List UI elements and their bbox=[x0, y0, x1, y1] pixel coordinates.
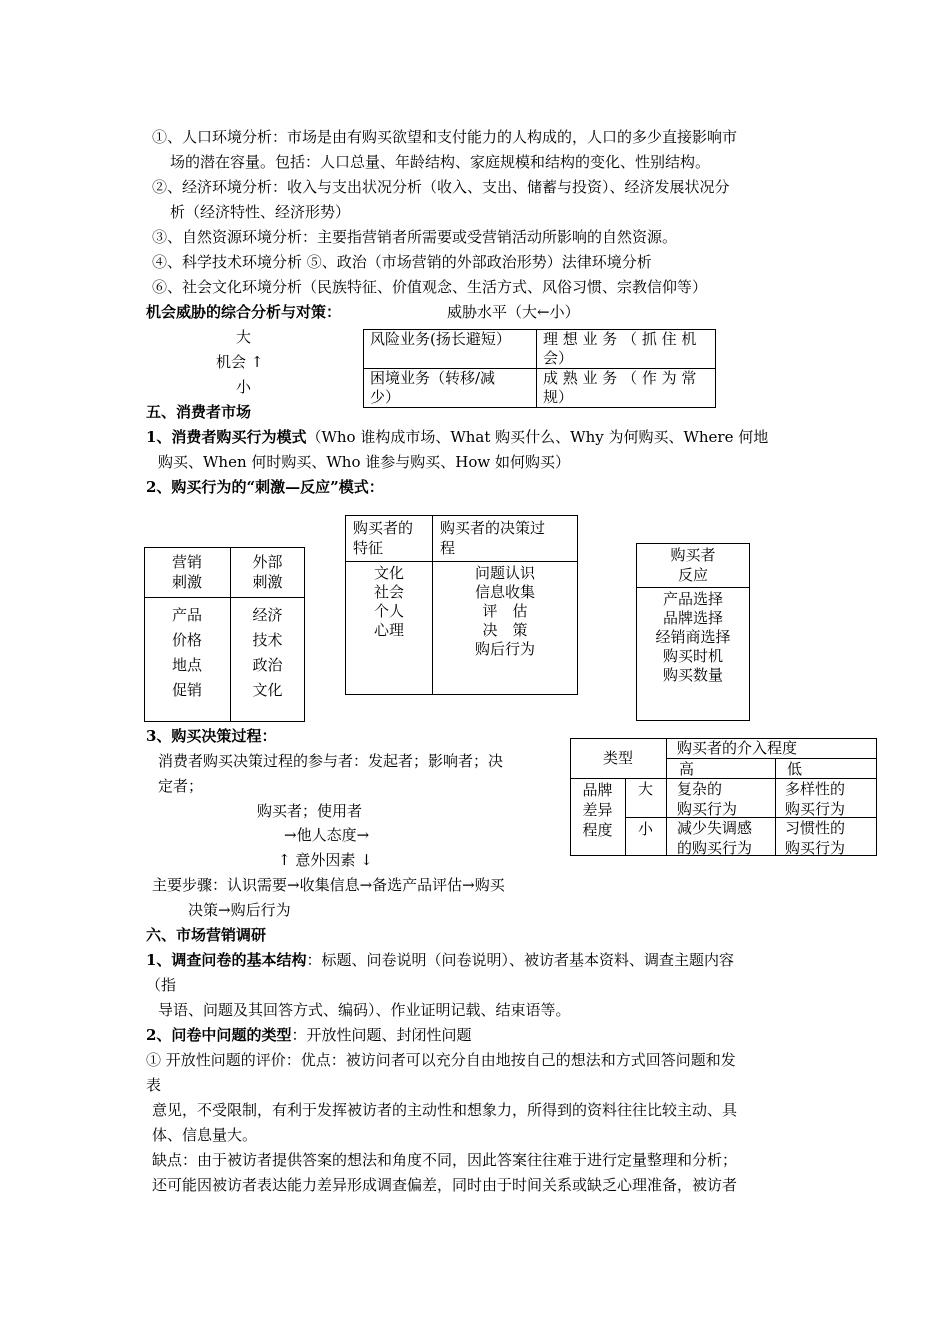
opportunity-small: 小 bbox=[236, 378, 252, 396]
section-research-title: 六、市场营销调研 bbox=[146, 926, 267, 944]
buyer-box-header-line bbox=[345, 561, 578, 562]
habitual-buying: 习惯性的 购买行为 bbox=[785, 819, 846, 857]
env-line-4: ④、科学技术环境分析 ⑤、政治（市场营销的外部政治形势）法律环境分析 bbox=[152, 253, 652, 271]
opportunity-axis-label: 机会 ↑ bbox=[216, 353, 264, 371]
env-line-6: ⑥、社会文化环境分析（民族特征、价值观念、生活方式、风俗习惯、宗教信仰等） bbox=[152, 278, 708, 296]
variety-seeking: 多样性的 购买行为 bbox=[785, 780, 846, 818]
env-line-1b: 场的潜在容量。包括：人口总量、年龄结构、家庭规模和结构的变化、性别结构。 bbox=[170, 153, 711, 171]
cell-mature-business: 成 熟 业 务 （ 作 为 常 规） bbox=[537, 369, 716, 408]
buyer-response-list: 产品选择 品牌选择 经销商选择 购买时机 购买数量 bbox=[655, 590, 731, 684]
questionnaire-structure-line3: 导语、问题及其回答方式、编码）、作业证明记载、结束语等。 bbox=[158, 1001, 571, 1019]
type-col-line bbox=[666, 738, 667, 856]
cell-ideal-business: 理 想 业 务 （ 抓 住 机 会） bbox=[537, 330, 716, 369]
threat-level-label: 威胁水平（大←小） bbox=[447, 303, 580, 321]
consumer-p2-heading: 2、购买行为的“刺激—反应”模式： bbox=[146, 478, 384, 496]
external-stimuli-header: 外部 刺激 bbox=[252, 553, 283, 591]
open-question-line-3: 意见，不受限制，有利于发挥被访者的主动性和想象力，所得到的资料往往比较主动、具 bbox=[152, 1101, 738, 1119]
unexpected-factors: ↑ 意外因素 ↓ bbox=[278, 851, 373, 869]
high-low-col-line bbox=[775, 758, 776, 856]
buyer-response-header: 购买者 反应 bbox=[670, 546, 716, 584]
env-line-1a: ①、人口环境分析：市场是由有购买欲望和支付能力的人构成的，人口的多少直接影响市 bbox=[152, 128, 738, 146]
env-line-3: ③、自然资源环境分析：主要指营销者所需要或受营销活动所影响的自然资源。 bbox=[152, 228, 678, 246]
participants-line-3: 购买者；使用者 bbox=[257, 802, 363, 820]
response-header-line bbox=[636, 587, 750, 588]
buyer-decision-list: 问题认识 信息收集 评 估 决 策 购后行为 bbox=[474, 564, 535, 658]
involvement-sub-line bbox=[666, 758, 877, 759]
section-consumer-title: 五、消费者市场 bbox=[146, 403, 252, 421]
open-question-line-5: 缺点：由于被访者提供答案的想法和角度不同，因此答案往往难于进行定量整理和分析； bbox=[152, 1151, 738, 1169]
consumer-p1: 1、消费者购买行为模式（Who 谁构成市场、What 购买什么、Why 为何购买、Where 何地 bbox=[146, 428, 769, 446]
main-steps-line-1: 主要步骤：认识需要→收集信息→备选产品评估→购买 bbox=[152, 876, 505, 894]
buyer-decision-header: 购买者的决策过 程 bbox=[440, 519, 546, 557]
involvement-header: 购买者的介入程度 bbox=[677, 739, 798, 757]
decision-process-heading: 3、购买决策过程： bbox=[146, 727, 277, 745]
low-involvement: 低 bbox=[787, 760, 803, 778]
type-header: 类型 bbox=[602, 749, 633, 767]
main-steps-line-2: 决策→购后行为 bbox=[188, 901, 291, 919]
difference-big: 大 bbox=[637, 780, 653, 798]
question-types: 2、问卷中问题的类型：开放性问题、封闭性问题 bbox=[146, 1026, 472, 1044]
brand-difference-label: 品牌 差异 程度 bbox=[582, 781, 613, 839]
marketing-stimuli-header: 营销 刺激 bbox=[171, 553, 202, 591]
cell-difficult-business: 困境业务（转移/减 少） bbox=[364, 369, 537, 408]
questionnaire-structure: 1、调查问卷的基本结构：标题、问卷说明（问卷说明）、被访者基本资料、调查主题内容 bbox=[146, 951, 734, 969]
external-stimuli-list: 经济 技术 政治 文化 bbox=[252, 606, 283, 699]
buyer-characteristics-header: 购买者的 特征 bbox=[353, 519, 414, 557]
high-involvement: 高 bbox=[679, 760, 695, 778]
opportunity-threat-matrix bbox=[363, 329, 716, 408]
stimuli-header-line bbox=[144, 597, 305, 598]
opportunity-big: 大 bbox=[236, 328, 252, 346]
difference-small: 小 bbox=[637, 820, 653, 838]
marketing-stimuli-list: 产品 价格 地点 促销 bbox=[171, 606, 202, 699]
others-attitude: →他人态度→ bbox=[284, 826, 370, 844]
env-line-2a: ②、经济环境分析：收入与支出状况分析（收入、支出、储蓄与投资）、经济发展状况分 bbox=[152, 178, 730, 196]
open-question-line-4: 体、信息量大。 bbox=[152, 1126, 258, 1144]
env-line-2b: 析（经济特性、经济形势） bbox=[170, 203, 351, 221]
participants-line-2: 定者； bbox=[158, 777, 204, 795]
consumer-p1-line2: 购买、When 何时购买、Who 谁参与购买、How 如何购买） bbox=[158, 453, 570, 471]
questionnaire-structure-line2: （指 bbox=[146, 976, 177, 994]
participants-line-1: 消费者购买决策过程的参与者：发起者；影响者；决 bbox=[158, 752, 504, 770]
complex-buying: 复杂的 购买行为 bbox=[677, 780, 738, 818]
buyer-characteristics-list: 文化 社会 个人 心理 bbox=[373, 564, 404, 639]
open-question-line-1: ① 开放性问题的评价：优点：被访问者可以充分自由地按自己的想法和方式回答问题和发 bbox=[146, 1051, 736, 1069]
cell-risk-business: 风险业务(扬长避短） bbox=[364, 330, 537, 369]
dissonance-reducing: 减少失调感 的购买行为 bbox=[677, 819, 753, 857]
opportunity-heading: 机会威胁的综合分析与对策： bbox=[146, 303, 342, 321]
open-question-line-6: 还可能因被访者表达能力差异形成调查偏差，同时由于时间关系或缺乏心理准备，被访者 bbox=[152, 1176, 738, 1194]
open-question-line-2: 表 bbox=[146, 1076, 162, 1094]
